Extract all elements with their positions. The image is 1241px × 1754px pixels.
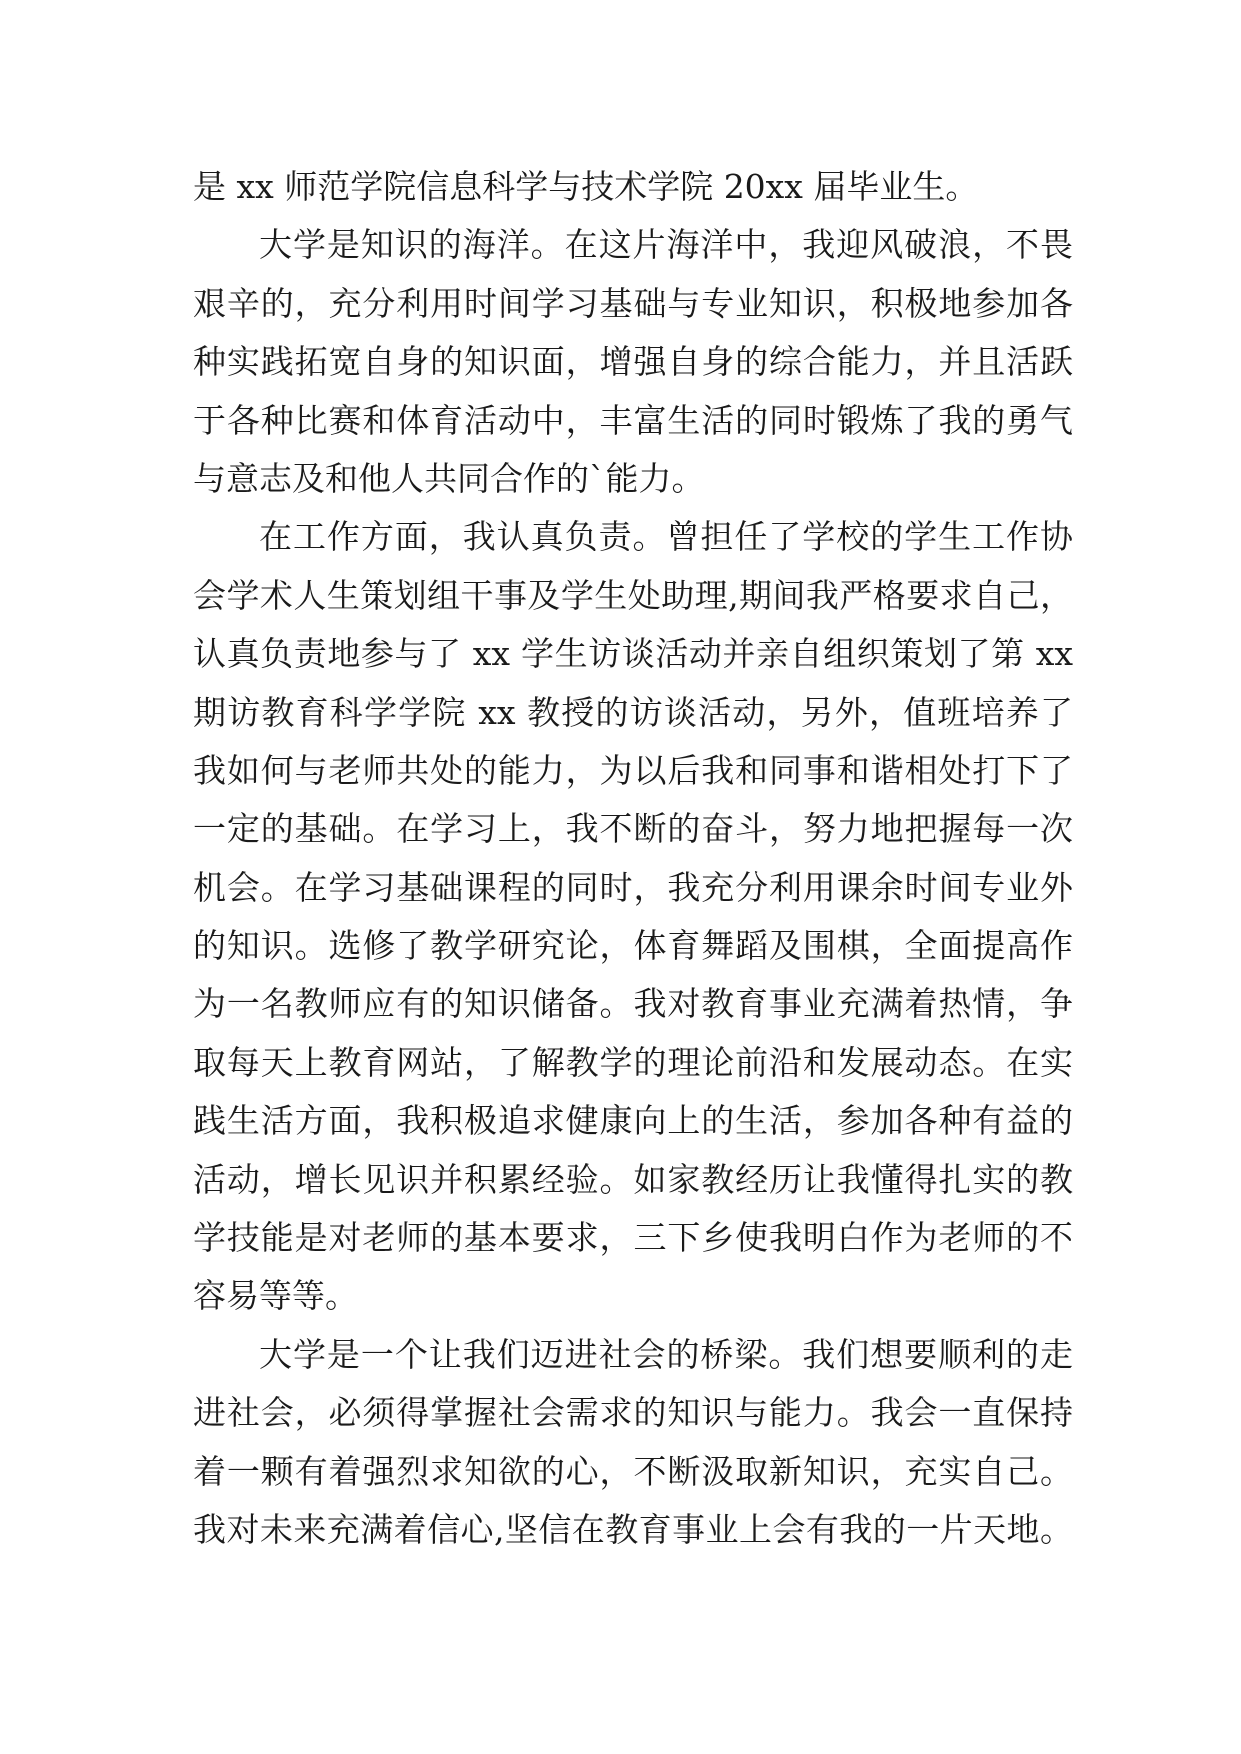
text-line: 与意志及和他人共同合作的`能力。 (193, 458, 705, 498)
text-line: 的知识。选修了教学研究论，体育舞蹈及围棋，全面提高作 (193, 926, 1073, 966)
text-line: 是 xx 师范学院信息科学与技术学院 20xx 届毕业生。 (193, 167, 979, 206)
text-line: 着一颗有着强烈求知欲的心，不断汲取新知识，充实自己。 (193, 1451, 1073, 1491)
text-line: 我如何与老师共处的能力，为以后我和同事和谐相处打下了 (193, 750, 1073, 790)
text-line: 践生活方面，我积极追求健康向上的生活，参加各种有益的 (193, 1101, 1073, 1141)
text-line: 容易等等。 (193, 1276, 358, 1316)
paragraph-first-line: 大学是一个让我们迈进社会的桥梁。我们想要顺利的走 (259, 1334, 1073, 1374)
text-line: 于各种比赛和体育活动中，丰富生活的同时锻炼了我的勇气 (193, 400, 1073, 440)
text-line: 期访教育科学学院 xx 教授的访谈活动，另外，值班培养了 (193, 692, 1073, 732)
text-line: 活动，增长见识并积累经验。如家教经历让我懂得扎实的教 (193, 1159, 1073, 1199)
paragraph-first-line: 大学是知识的海洋。在这片海洋中，我迎风破浪，不畏 (259, 225, 1073, 265)
text-line: 学技能是对老师的基本要求，三下乡使我明白作为老师的不 (193, 1218, 1073, 1258)
text-line: 一定的基础。在学习上，我不断的奋斗，努力地把握每一次 (193, 809, 1073, 849)
text-line: 种实践拓宽自身的知识面，增强自身的综合能力，并且活跃 (193, 342, 1073, 382)
paragraph-first-line: 在工作方面，我认真负责。曾担任了学校的学生工作协 (259, 517, 1073, 557)
body-text (193, 158, 1073, 1559)
text-line: 会学术人生策划组干事及学生处助理,期间我严格要求自己， (193, 575, 1073, 615)
text-line: 我对未来充满着信心,坚信在教育事业上会有我的一片天地。 (193, 1509, 1073, 1549)
text-line: 艰辛的，充分利用时间学习基础与专业知识，积极地参加各 (193, 283, 1073, 323)
text-line: 认真负责地参与了 xx 学生访谈活动并亲自组织策划了第 xx (193, 634, 1073, 674)
text-line: 取每天上教育网站，了解教学的理论前沿和发展动态。在实 (193, 1042, 1073, 1082)
text-line: 机会。在学习基础课程的同时，我充分利用课余时间专业外 (193, 867, 1073, 907)
text-line: 进社会，必须得掌握社会需求的知识与能力。我会一直保持 (193, 1393, 1073, 1433)
text-line: 为一名教师应有的知识储备。我对教育事业充满着热情，争 (193, 984, 1073, 1024)
